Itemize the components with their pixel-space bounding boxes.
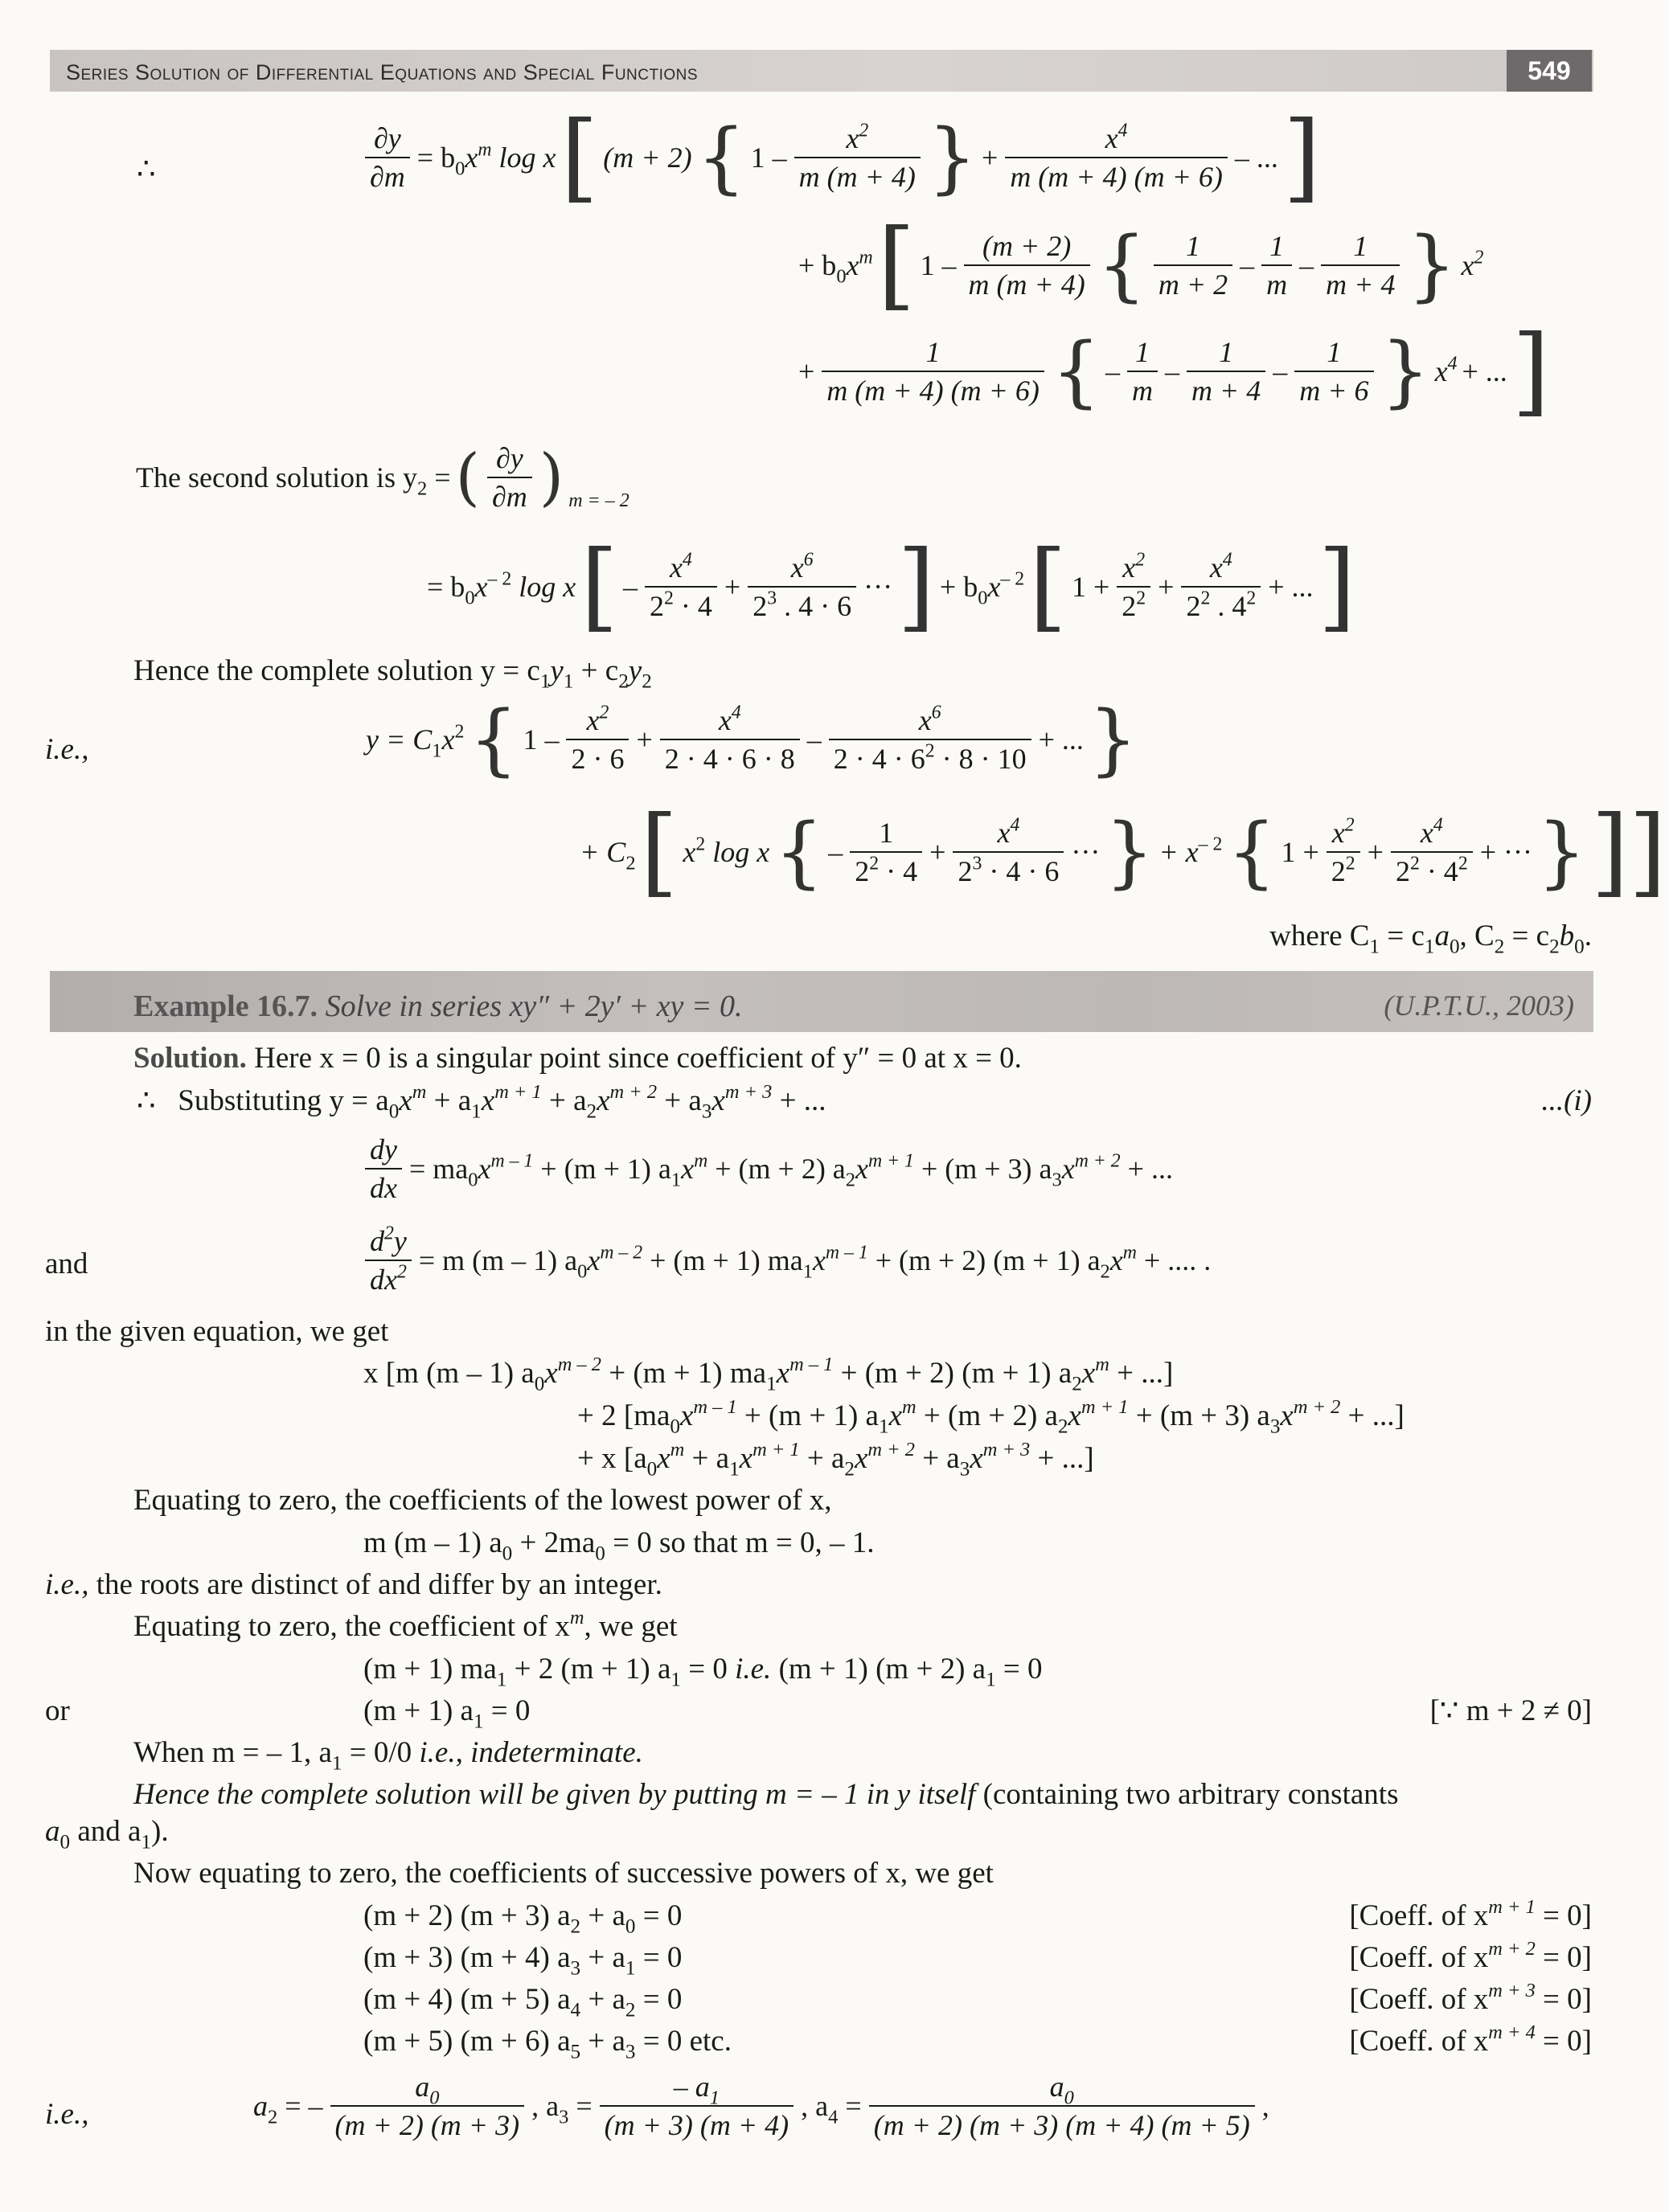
- fraction-term: $\frac{x^4}{2 \cdot 4 \cdot 6 \cdot 8}$: [660, 706, 800, 773]
- equation-dy-dm-line1: $\frac{\partial y}{\partial m}$ = $b_0x^m$ log x [ (m + 2) { 1 – $x^2$ m (m + 4) } + $\frac{x^4}{m (m + 4) (m + 6)}$ – ... ]: [360, 119, 1323, 196]
- equation-coefficients: $a_2$ = – $a_0$ (m + 2) (m + 3) , $a_3$ = $\frac{- a_1}{(m + 3) (m + 4)}$ , $a_4$ = $\frac{a_0}{(m + 2) (m + 3) (m + 4) (m + 5)}$ ,: [253, 2071, 1269, 2141]
- fraction-a2: $a_0$ (m + 2) (m + 3): [330, 2072, 525, 2140]
- coeff-equation: (m + 2) (m + 3) $a_2 + a_0 = 0$: [363, 1899, 683, 1938]
- fraction-term: 1 m + 4: [1321, 231, 1400, 299]
- fraction-a3: $\frac{- a_1}{(m + 3) (m + 4)}$: [600, 2072, 794, 2140]
- fraction-term: 1 m + 4: [1187, 338, 1265, 405]
- coeff-note: [Coeff. of $x^{m + 2} = 0$]: [1349, 1937, 1592, 1974]
- fraction-d2ydx2: $\frac{d^2y}{dx^2}$: [365, 1227, 412, 1294]
- equation-dydx: $\frac{dy}{dx}$ = $ma_0x^{m - 1} + (m + 1) a_1x^m + (m + 2) a_2x^{m + 1} + (m + 3) a_3x^{m + 2}$ + ...: [360, 1135, 1175, 1202]
- fraction-term: $x^2$ 2 · 6: [566, 706, 629, 773]
- fraction-dydx: $\frac{dy}{dx}$: [365, 1135, 402, 1202]
- substituted-line-2: + 2 [$ma_0x^{m - 1} + (m + 1) a_1x^m + (m + 2) a_2x^{m + 1} + (m + 3) a_3x^{m + 2}$ + ...]: [577, 1395, 1405, 1438]
- header-title: Series Solution of Differential Equations and Special Functions: [66, 60, 699, 84]
- coeff-equation: (m + 3) (m + 4) $a_3 + a_1 = 0$: [363, 1941, 683, 1980]
- equating-lowest-power: Equating to zero, the coefficients of the lowest power of x,: [133, 1484, 832, 1517]
- and-label: and: [45, 1247, 88, 1280]
- fraction-term: 1 m: [1261, 231, 1292, 299]
- recurrence-line-2: (m + 1) $a_1 = 0$: [363, 1694, 531, 1733]
- example-heading: Example 16.7. Solve in series xy″ + 2y′ + xy = 0.: [133, 989, 743, 1023]
- fraction-term: $\frac{1}{m (m + 4) (m + 6)}$: [822, 338, 1044, 405]
- complete-solution-text: Hence the complete solution $y = c_1y_1 + c_2y_2$: [133, 654, 652, 693]
- or-label: or: [45, 1694, 70, 1727]
- recurrence-line-1: (m + 1) $ma_1 + 2$ (m + 1) $a_1 = 0$ i.e. (m + 1) (m + 2) $a_1 = 0$: [363, 1653, 1043, 1691]
- fraction-term: 1 $2^2 \cdot 4$: [850, 818, 922, 886]
- fraction-term: $x^2$ m (m + 4): [794, 124, 921, 191]
- fraction-dy-dm: ∂y ∂m: [487, 444, 532, 511]
- fraction-term: 1 m: [1127, 338, 1158, 405]
- successive-powers-text: Now equating to zero, the coefficients of successive powers of x, we get: [133, 1857, 994, 1890]
- fraction-term: $\frac{x^6}{2^3 . 4 \cdot 6}$: [748, 553, 856, 621]
- bracket-open: [: [560, 101, 599, 213]
- equation-tag-i: ...(i): [1541, 1084, 1592, 1117]
- hence-line-2: $a_0$ and $a_1$).: [45, 1815, 169, 1854]
- where-constants: where $C_1 = c_1a_0$, $C_2 = c_2b_0$.: [1269, 920, 1592, 958]
- fraction-term: $\frac{x^4}{2^3 \cdot 4 \cdot 6}$: [953, 818, 1064, 886]
- fraction-term: $\frac{x^4}{2^2 . 4^2}$: [1181, 553, 1261, 621]
- fraction-dy-dm: $\frac{\partial y}{\partial m}$: [365, 124, 410, 191]
- hence-line-1: Hence the complete solution will be given by putting m = – 1 in y itself (containing two arbitrary constants: [133, 1778, 1399, 1811]
- substituted-line-3: + x [$a_0x^m + a_1x^{m + 1} + a_2x^{m + 2} + a_3x^{m + 3}$ + ...]: [577, 1438, 1094, 1481]
- coeff-equation: (m + 4) (m + 5) $a_4 + a_2 = 0$: [363, 1983, 683, 2022]
- coeff-note: [Coeff. of $x^{m + 3} = 0$]: [1349, 1979, 1592, 2016]
- equating-coefficient-xm: Equating to zero, the coefficient of $x^m$, we get: [133, 1606, 678, 1643]
- page-number: 549: [1507, 50, 1592, 92]
- bracket-close: ]: [1282, 101, 1321, 213]
- therefore-symbol: ∴: [137, 153, 156, 186]
- coeff-note: [Coeff. of $x^{m + 4} = 0$]: [1349, 2021, 1592, 2058]
- roots-statement: i.e., the roots are distinct of and differ by an integer.: [45, 1568, 662, 1601]
- given-equation-text: in the given equation, we get: [45, 1315, 389, 1348]
- fraction-term: 1 m + 6: [1294, 338, 1373, 405]
- fraction-term: $\frac{x^4}{2^2 \cdot 4^2}$: [1391, 818, 1473, 886]
- fraction-term: 1 m + 2: [1154, 231, 1232, 299]
- fraction-term: (m + 2) m (m + 4): [964, 231, 1090, 299]
- ie-label: i.e.,: [45, 733, 89, 766]
- fraction-a4: $\frac{a_0}{(m + 2) (m + 3) (m + 4) (m + 5)}$: [869, 2072, 1255, 2140]
- example-reference: (U.P.T.U., 2003): [1384, 989, 1574, 1022]
- equation-dy-dm-line2: + $b_0x^m$ [ 1 – (m + 2) m (m + 4) { 1 m + 2 – 1 m – 1 m + 4 } $x^2$: [798, 209, 1484, 321]
- example-banner: [50, 971, 1593, 1032]
- substitution-line: ∴ Substituting $y = a_0x^m + a_1x^{m + 1} + a_2x^{m + 2} + a_3x^{m + 3}$ + ...: [137, 1080, 826, 1123]
- substituted-line-1: x [m (m – 1) $a_0x^{m - 2} + (m + 1) ma_1x^{m - 1} + (m + 2) (m + 1) a_2x^m$ + ...]: [363, 1353, 1174, 1395]
- solution-intro: Solution. Here x = 0 is a singular point since coefficient of y″ = 0 at x = 0.: [133, 1042, 1022, 1075]
- equation-complete-solution-line1: $y = C_1x^2$ { 1 – $x^2$ 2 · 6 + $\frac{x^4}{2 \cdot 4 \cdot 6 \cdot 8}$ – $x^6$ $2 \cdot 4 \cdot 6^2 \cdot 8 \cdot 10$ + ... }: [366, 694, 1138, 784]
- indicial-equation: m (m – 1) $a_0 + 2ma_0 = 0$ so that m = 0, – 1.: [363, 1526, 875, 1565]
- equation-d2ydx2: $\frac{d^2y}{dx^2}$ = m (m – 1) $a_0x^{m - 2} + (m + 1) ma_1x^{m - 1} + (m + 2) (m + 1) a_2x^m$ + .... .: [360, 1227, 1213, 1294]
- fraction-term: $\frac{x^2}{2^2}$: [1327, 818, 1360, 886]
- equation-dy-dm-line3: + $\frac{1}{m (m + 4) (m + 6)}$ { – 1 m – 1 m + 4 – 1 m + 6 } $x^4$ + ... ]: [798, 315, 1550, 427]
- ie-label: i.e.,: [45, 2098, 89, 2131]
- recurrence-note: [∵ m + 2 ≠ 0]: [1429, 1694, 1592, 1727]
- coeff-equation: (m + 5) (m + 6) $a_5 + a_3 = 0$ etc.: [363, 2025, 732, 2063]
- fraction-term: $\frac{x^4}{m (m + 4) (m + 6)}$: [1005, 124, 1228, 191]
- fraction-term: $x^4$ $2^2 \cdot 4$: [645, 553, 717, 621]
- equation-complete-solution-line2: + $C_2$ [ $x^2$ log x { – 1 $2^2 \cdot 4$ + $\frac{x^4}{2^3 \cdot 4 \cdot 6}$ ··· } + $x^{- 2}$ { 1 + $\frac{x^2}{2^2}$ + $\frac{x^4}{2^2 \cdot 4^2}$ + ··· } ]]: [580, 796, 1667, 907]
- indeterminate-line: When m = – 1, $a_1 = 0/0$ i.e., indeterminate.: [133, 1736, 643, 1775]
- fraction-term: $x^6$ $2 \cdot 4 \cdot 6^2 \cdot 8 \cdot 10$: [829, 706, 1031, 773]
- running-header: [50, 50, 1593, 92]
- coeff-note: [Coeff. of $x^{m + 1} = 0$]: [1349, 1895, 1592, 1932]
- equation-second-solution: = $b_0x^{- 2}$ log x [ – $x^4$ $2^2 \cdot 4$ + $\frac{x^6}{2^3 . 4 \cdot 6}$ ··· ] + $b_0x^{- 2}$ [ 1 + $\frac{x^2}{2^2}$ + $\frac{x^4}{2^2 . 4^2}$ + ... ]: [427, 530, 1356, 642]
- fraction-term: $\frac{x^2}{2^2}$: [1117, 553, 1150, 621]
- second-solution-line: The second solution is $y_2$ = ( ∂y ∂m ) m = – 2: [136, 440, 629, 514]
